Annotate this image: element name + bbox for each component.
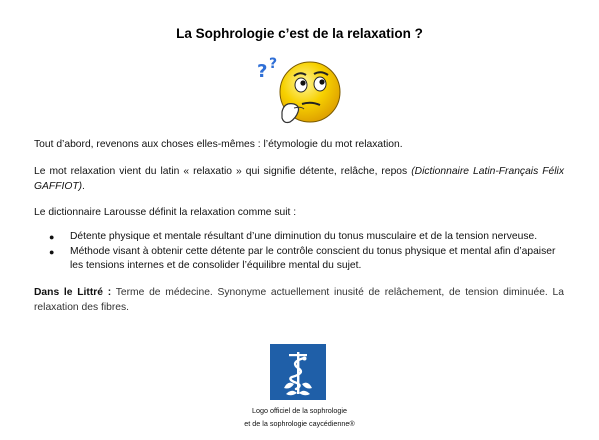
bullet-icon: ● (49, 246, 55, 257)
littre-lead: Dans le Littré : (34, 287, 112, 298)
intro-paragraph: Tout d’abord, revenons aux choses elles-mêmes : l’étymologie du mot relaxation. (34, 139, 403, 150)
logo-caption-line-1: Logo officiel de la sophrologie (252, 406, 347, 415)
etymology-text: Le mot relaxation vient du latin « relaxatio » qui signifie détente, relâche, repos (34, 166, 412, 177)
littre-text: Terme de médecine. Synonyme actuellement inusité de relâchement, de tension diminuée. La relaxation des fibres. (34, 287, 564, 313)
etymology-source: (Dictionnaire Latin-Français Félix GAFFIOT) (34, 166, 564, 192)
definition-text: Méthode visant à obtenir cette détente par le contrôle conscient du tonus physique et mental afin d’apaiser les tensions internes et de consolider l’équilibre mental du sujet. (70, 245, 556, 271)
etymology-paragraph (34, 165, 564, 194)
logo-caption-line-2: et de la sophrologie caycédienne® (244, 419, 355, 428)
larousse-intro: Le dictionnaire Larousse définit la relaxation comme suit : (34, 207, 297, 218)
sophrology-caduceus-logo (270, 344, 326, 400)
thinking-face-icon (254, 52, 346, 130)
bullet-icon: ● (49, 232, 55, 242)
svg-text:?: ? (269, 56, 278, 72)
littre-paragraph (34, 286, 564, 315)
etymology-end: . (82, 180, 85, 192)
list-item (34, 230, 564, 245)
page-title: La Sophrologie c’est de la relaxation ? (176, 26, 423, 41)
definition-list (34, 230, 564, 274)
definition-text: Détente physique et mentale résultant d’une diminution du tonus musculaire et de la tension nerveuse. (70, 231, 538, 242)
svg-text:?: ? (257, 61, 268, 82)
list-item (34, 245, 564, 274)
